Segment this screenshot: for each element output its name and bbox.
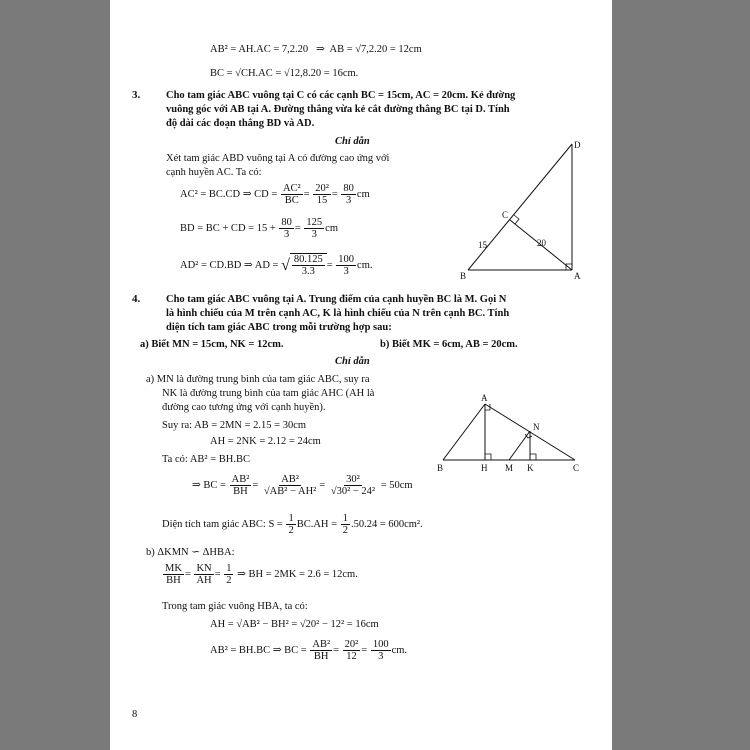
top-eq-1b: AB = √7,2.20 = 12cm (329, 44, 422, 55)
q4-b4-frac-1: $\frac{\text{AB²}}{BH}$ (312, 639, 331, 662)
q4-text-2: là hình chiếu của M trên cạnh AC, K là hình chiếu của N trên cạnh BC. Tính (166, 308, 510, 319)
q4-label-M: M (505, 463, 514, 473)
q4-b4-frac-3: $\frac{100}{3}$ (372, 639, 389, 662)
page-number: 8 (132, 709, 138, 720)
q4-a-line-1: a) MN là đường trung bình của tam giác ABC, suy ra (146, 374, 370, 385)
q3-number: 3. (132, 89, 141, 101)
q4-b4-frac-2: $\frac{\text{20²}}{12}$ (344, 639, 359, 662)
q3-eq1-pre: AC² = BC.CD ⇒ CD = (180, 188, 278, 200)
q4-area-eq: Diện tích tam giác ABC: S = $\frac{1}{2}$ BC.AH = $\frac{1}{2}$ .50.24 = 600cm². (162, 513, 423, 536)
q4-label-H: H (481, 463, 488, 473)
q4-label-K: K (527, 463, 534, 473)
q4-a-line-2: NK là đường trung bình của tam giác AHC (AH là (162, 388, 375, 399)
q3-text-3: độ dài các đoạn thẳng BD và AD. (166, 118, 315, 129)
q4-label-B: B (437, 463, 444, 473)
q4-line-MN (509, 431, 530, 460)
q4-b-line-2: Trong tam giác vuông HBA, ta có: (162, 601, 308, 612)
q4-area-frac-1: $\frac{1}{2}$ (288, 513, 294, 536)
q4-bc-frac-2: $\frac{\text{AB²}}{\text{√AB² − AH²}}$ (263, 474, 317, 497)
q4-text-1: Cho tam giác ABC vuông tại A. Trung điểm của cạnh huyền BC là M. Gọi N (166, 294, 507, 305)
q4-hint-title: Chỉ dẫn (335, 356, 370, 367)
q4-area-frac-2: $\frac{1}{2}$ (342, 513, 348, 536)
q3-text-2: vuông góc với AB tại A. Đường thẳng vừa kẻ cắt đường thẳng BC tại D. Tính (166, 104, 510, 115)
q4-right-angle-K (530, 454, 536, 460)
q3-eq-1: AC² = BC.CD ⇒ CD = $\frac{\text{AC²}}{BC}$ = $\frac{\text{20²}}{15}$ = $\frac{80}{3}$ cm (180, 183, 370, 206)
q4-b-line-4: AB² = BH.BC ⇒ BC = $\frac{\text{AB²}}{BH}$ = $\frac{\text{20²}}{12}$ = $\frac{100}{3}$ cm. (210, 639, 408, 662)
q3-eq1-frac-1: $\frac{\text{AC²}}{BC}$ (282, 183, 301, 206)
q3-label-C: C (502, 210, 509, 220)
q4-b-frac-2: $\frac{KN}{AH}$ (196, 563, 212, 586)
q3-line-BD (468, 144, 572, 270)
q4-label-A: A (481, 393, 488, 403)
q4-a-line-5: AH = 2NK = 2.12 = 24cm (210, 436, 321, 447)
q3-eq2-pre: BD = BC + CD = 15 + (180, 222, 276, 234)
q4-bc-frac-1: $\frac{\text{AB²}}{BH}$ (231, 474, 250, 497)
q3-eq2-frac-1: $\frac{80}{3}$ (281, 217, 292, 240)
q4-bc-eq: ⇒ BC = $\frac{\text{AB²}}{BH}$ = $\frac{\text{AB²}}{\text{√AB² − AH²}}$ = $\frac{\text{30²}}{\text{√30² − 24²}}$ = 50cm (192, 474, 413, 497)
q4-number: 4. (132, 293, 141, 305)
document-page (110, 0, 612, 750)
q4-label-N: N (533, 422, 540, 432)
q4-label-C: C (573, 463, 580, 473)
q3-triangle-figure (450, 138, 590, 284)
q4-b-frac-3: $\frac{1}{2}$ (226, 563, 232, 586)
q4-area-pre: Diện tích tam giác ABC: S = (162, 518, 283, 530)
q3-label-A: A (574, 271, 581, 281)
top-eq-1a: AB² = AH.AC = 7,2.20 (210, 44, 309, 55)
q3-eq3-frac: $\frac{100}{3}$ (338, 254, 355, 277)
q3-eq3-pre: AD² = CD.BD ⇒ AD = (180, 259, 279, 271)
top-line-2: BC = √CH.AC = √12,8.20 = 16cm. (210, 68, 359, 79)
q4-bc-frac-3: $\frac{\text{30²}}{\text{√30² − 24²}}$ (330, 474, 376, 497)
q4-a-line-6: Ta có: AB² = BH.BC (162, 454, 250, 465)
q3-label-D: D (574, 140, 581, 150)
q3-eq-2: BD = BC + CD = 15 + $\frac{80}{3}$ = $\frac{125}{3}$ cm (180, 217, 338, 240)
q3-sol-2: cạnh huyền AC. Ta có: (166, 167, 262, 178)
q4-b-line-1: b) ΔKMN ∽ ΔHBA: (146, 547, 235, 558)
top-line-1 (210, 43, 422, 56)
q4-b-line-3: AH = √AB² − BH² = √20² − 12² = 16cm (210, 619, 379, 630)
q3-label-B: B (460, 271, 467, 281)
q4-line-BA (443, 404, 485, 460)
q4-b-ratio-eq: $\frac{MK}{BH}$ = $\frac{KN}{AH}$ = $\frac{1}{2}$ ⇒ BH = 2MK = 2.6 = 12cm. (165, 563, 358, 586)
q4-case-a: a) Biết MN = 15cm, NK = 12cm. (140, 339, 284, 350)
q3-eq-3: AD² = CD.BD ⇒ AD = √ $\frac{80.125}{3.3}$ = $\frac{100}{3}$ cm. (180, 254, 373, 277)
top-arrow: ⇒ (316, 44, 325, 55)
q3-label-20: 20 (537, 238, 546, 248)
q4-b-post: ⇒ BH = 2MK = 2.6 = 12cm. (237, 568, 358, 580)
q3-sol-1: Xét tam giác ABD vuông tại A có đường cao ứng với (166, 153, 390, 164)
q4-triangle-figure (435, 390, 585, 474)
q4-right-angle-N (525, 434, 532, 438)
q3-text-1: Cho tam giác ABC vuông tại C có các cạnh BC = 15cm, AC = 20cm. Kẻ đường (166, 90, 516, 101)
q4-right-angle-H (485, 454, 491, 460)
q3-right-angle-C (514, 215, 519, 224)
q4-a-line-4: Suy ra: AB = 2MN = 2.15 = 30cm (162, 420, 307, 431)
q4-bc-pre: ⇒ BC = (192, 479, 226, 491)
q3-eq2-frac-2: $\frac{125}{3}$ (306, 217, 323, 240)
q3-eq3-root-frac: $\frac{80.125}{3.3}$ (293, 254, 323, 277)
q4-text-3: diện tích tam giác ABC trong mỗi trường hợp sau: (166, 322, 392, 333)
q4-bc-post: = 50cm (380, 479, 413, 491)
q3-eq1-frac-2: $\frac{\text{20²}}{15}$ (315, 183, 329, 206)
q3-eq1-frac-3: $\frac{80}{3}$ (343, 183, 354, 206)
q3-label-15: 15 (478, 240, 487, 250)
q4-b-frac-1: $\frac{MK}{BH}$ (165, 563, 182, 586)
q3-hint-title: Chỉ dẫn (335, 136, 370, 147)
q4-case-b: b) Biết MK = 6cm, AB = 20cm. (380, 339, 518, 350)
q4-a-line-3: đường cao tương ứng với cạnh huyền). (162, 402, 326, 413)
q4-b4-pre: AB² = BH.BC ⇒ BC = (210, 644, 307, 656)
